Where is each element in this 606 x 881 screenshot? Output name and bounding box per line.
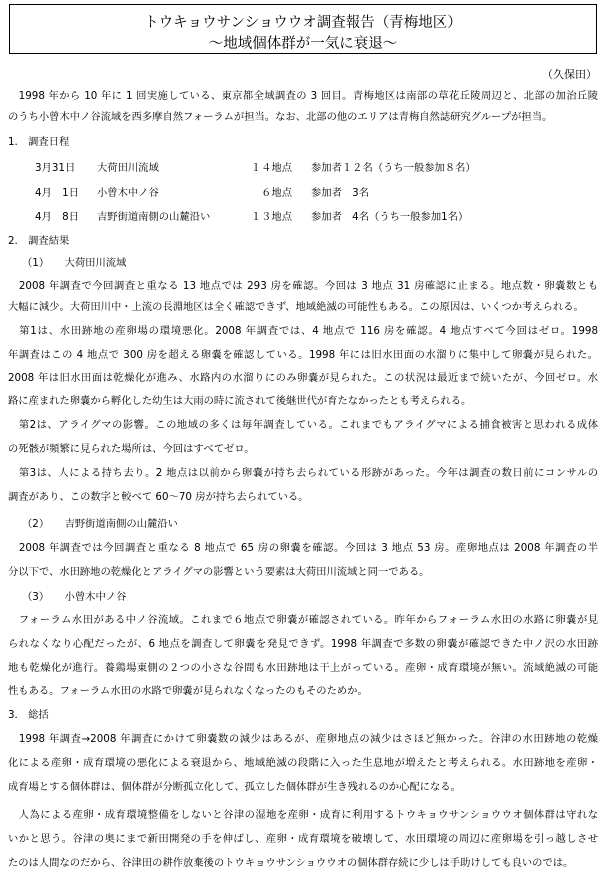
subsection-heading: （1） 大荷田川流域 bbox=[22, 257, 127, 269]
schedule-points: １４地点 bbox=[250, 162, 292, 174]
schedule-date: 4月 8日 bbox=[35, 211, 79, 223]
intro-line: 1998 年から 10 年に 1 回実施している、東京都全域調査の 3 回目。青梅地区は南部の草花丘陵周辺と、北部の加治丘陵 bbox=[8, 90, 598, 102]
body-line: 大幅に減少。大荷田川中・上流の長淵地区は全く確認できず、地域絶滅の可能性もある。この原因は、いくつか考えられる。 bbox=[8, 301, 584, 313]
subsection-heading: （3） 小曾木中ノ谷 bbox=[22, 591, 127, 603]
schedule-date: 4月 1日 bbox=[35, 187, 79, 199]
body-line: 1998 年調査→2008 年調査にかけて卵嚢数の減少はあるが、産卵地点の減少はさほど無かった。谷津の水田跡地の乾燥 bbox=[8, 733, 598, 745]
author: （久保田） bbox=[542, 68, 597, 81]
body-line: 地も乾燥化が進行。養鶏場東側の２つの小さな谷間も水田跡地は干上がっている。産卵・成育環境が無い。流域絶滅の可能 bbox=[8, 662, 598, 674]
body-line: フォーラム水田がある中ノ谷流域。これまで６地点で卵嚢が確認されている。昨年からフォーラム水田の水路に卵嚢が見 bbox=[8, 614, 598, 626]
schedule-points: １３地点 bbox=[250, 211, 292, 223]
report-subtitle: ～地域個体群が一気に衰退～ bbox=[208, 36, 398, 52]
section-heading: 2. 調査結果 bbox=[8, 235, 70, 247]
body-line: 路に産まれた卵嚢から孵化した幼生は大雨の時に流されて後継世代が育たなかったとも考えられる。 bbox=[8, 395, 472, 407]
schedule-place: 小曾木中ノ谷 bbox=[97, 187, 159, 199]
body-line: 年調査はこの 4 地点で 300 房を超える卵嚢を確認している。1998 年には旧水田面の水溜りに集中して卵嚢が見られた。 bbox=[8, 349, 598, 361]
schedule-points: ６地点 bbox=[261, 187, 292, 199]
body-line: 第3は、人による持ち去り。2 地点は以前から卵嚢が持ち去られている形跡があった。今年は調査の数日前にコンサルの bbox=[8, 467, 598, 479]
body-line: 第1は、水田跡地の産卵場の環境悪化。2008 年調査では、4 地点で 116 房を確認。4 地点すべて今回はゼロ。1998 bbox=[8, 325, 598, 337]
body-line: 性もある。フォーラム水田の水路で卵嚢が見られなくなったのもそのためか。 bbox=[8, 685, 368, 697]
body-line: 化による産卵・成育環境の悪化による衰退から、地域絶滅の段階に入った生息地が増えたと考えられる。水田跡地を産卵・ bbox=[8, 757, 598, 769]
body-line: いかと思う。谷津の奥にまで新田開発の手を伸ばし、産卵・成育環境を破壊して、水田環境の周辺に産卵場を引っ越しさせ bbox=[8, 833, 598, 845]
body-line: 2008 年は旧水田面は乾燥化が進み、水路内の水溜りにのみ卵嚢が見られた。この状況は最近まで続いたが、今回ゼロ。水 bbox=[8, 372, 598, 384]
schedule-date: 3月31日 bbox=[35, 162, 76, 174]
body-line: られなくなり心配だったが、6 地点を調査して卵嚢を発見できず。1998 年調査で多数の卵嚢が確認できた中ノ沢の水田跡 bbox=[8, 638, 598, 650]
schedule-participants: 参加者１２名（うち一般参加８名） bbox=[311, 162, 476, 174]
schedule-place: 吉野街道南側の山麓沿い bbox=[97, 211, 211, 223]
schedule-participants: 参加者 3名 bbox=[311, 187, 370, 199]
subsection-heading: （2） 吉野街道南側の山麓沿い bbox=[22, 518, 178, 530]
body-line: 2008 年調査では今回調査と重なる 8 地点で 65 房の卵嚢を確認。今回は 3 地点 53 房。産卵地点は 2008 年調査の半 bbox=[8, 542, 598, 554]
section-heading: 1. 調査日程 bbox=[8, 136, 70, 148]
body-line: 成育場とする個体群は、個体群が分断孤立化して、孤立した個体群が生き残れるのか心配になる。 bbox=[8, 781, 461, 793]
schedule-participants: 参加者 4名（うち一般参加1名） bbox=[311, 211, 469, 223]
title-box bbox=[9, 4, 597, 54]
intro-line: のうち小曾木中ノ谷流域を西多摩自然フォーラムが担当。なお、北部の他のエリアは青梅自然誌研究グループが担当。 bbox=[8, 111, 553, 123]
body-line: 2008 年調査で今回調査と重なる 13 地点では 293 房を確認。今回は 3 地点 31 房確認に止まる。地点数・卵嚢数とも bbox=[8, 280, 598, 292]
report-title: トウキョウサンショウウオ調査報告（青梅地区） bbox=[144, 15, 462, 31]
schedule-place: 大荷田川流域 bbox=[97, 162, 159, 174]
body-line: 分以下で、水田跡地の乾燥化とアライグマの影響という要素は大荷田川流域と同一である。 bbox=[8, 566, 430, 578]
body-line: 人為による産卵・成育環境整備をしないと谷津の湿地を産卵・成育に利用するトウキョウサンショウウオ個体群は守れな bbox=[8, 809, 598, 821]
body-line: 調査があり、この数字と較べて 60～70 房が持ち去られている。 bbox=[8, 491, 309, 503]
body-line: 第2は、アライグマの影響。この地域の多くは毎年調査している。これまでもアライグマによる捕食被害と思われる成体 bbox=[8, 419, 598, 431]
body-line: たのは人間なのだから、谷津田の耕作放棄後のトウキョウサンショウウオの個体群存続に少しは手助けしても良いのでは。 bbox=[8, 857, 574, 869]
section-heading: 3. 総括 bbox=[8, 709, 49, 721]
body-line: の死骸が頻繁に見られた場所は、今回はすべてゼロ。 bbox=[8, 443, 255, 455]
